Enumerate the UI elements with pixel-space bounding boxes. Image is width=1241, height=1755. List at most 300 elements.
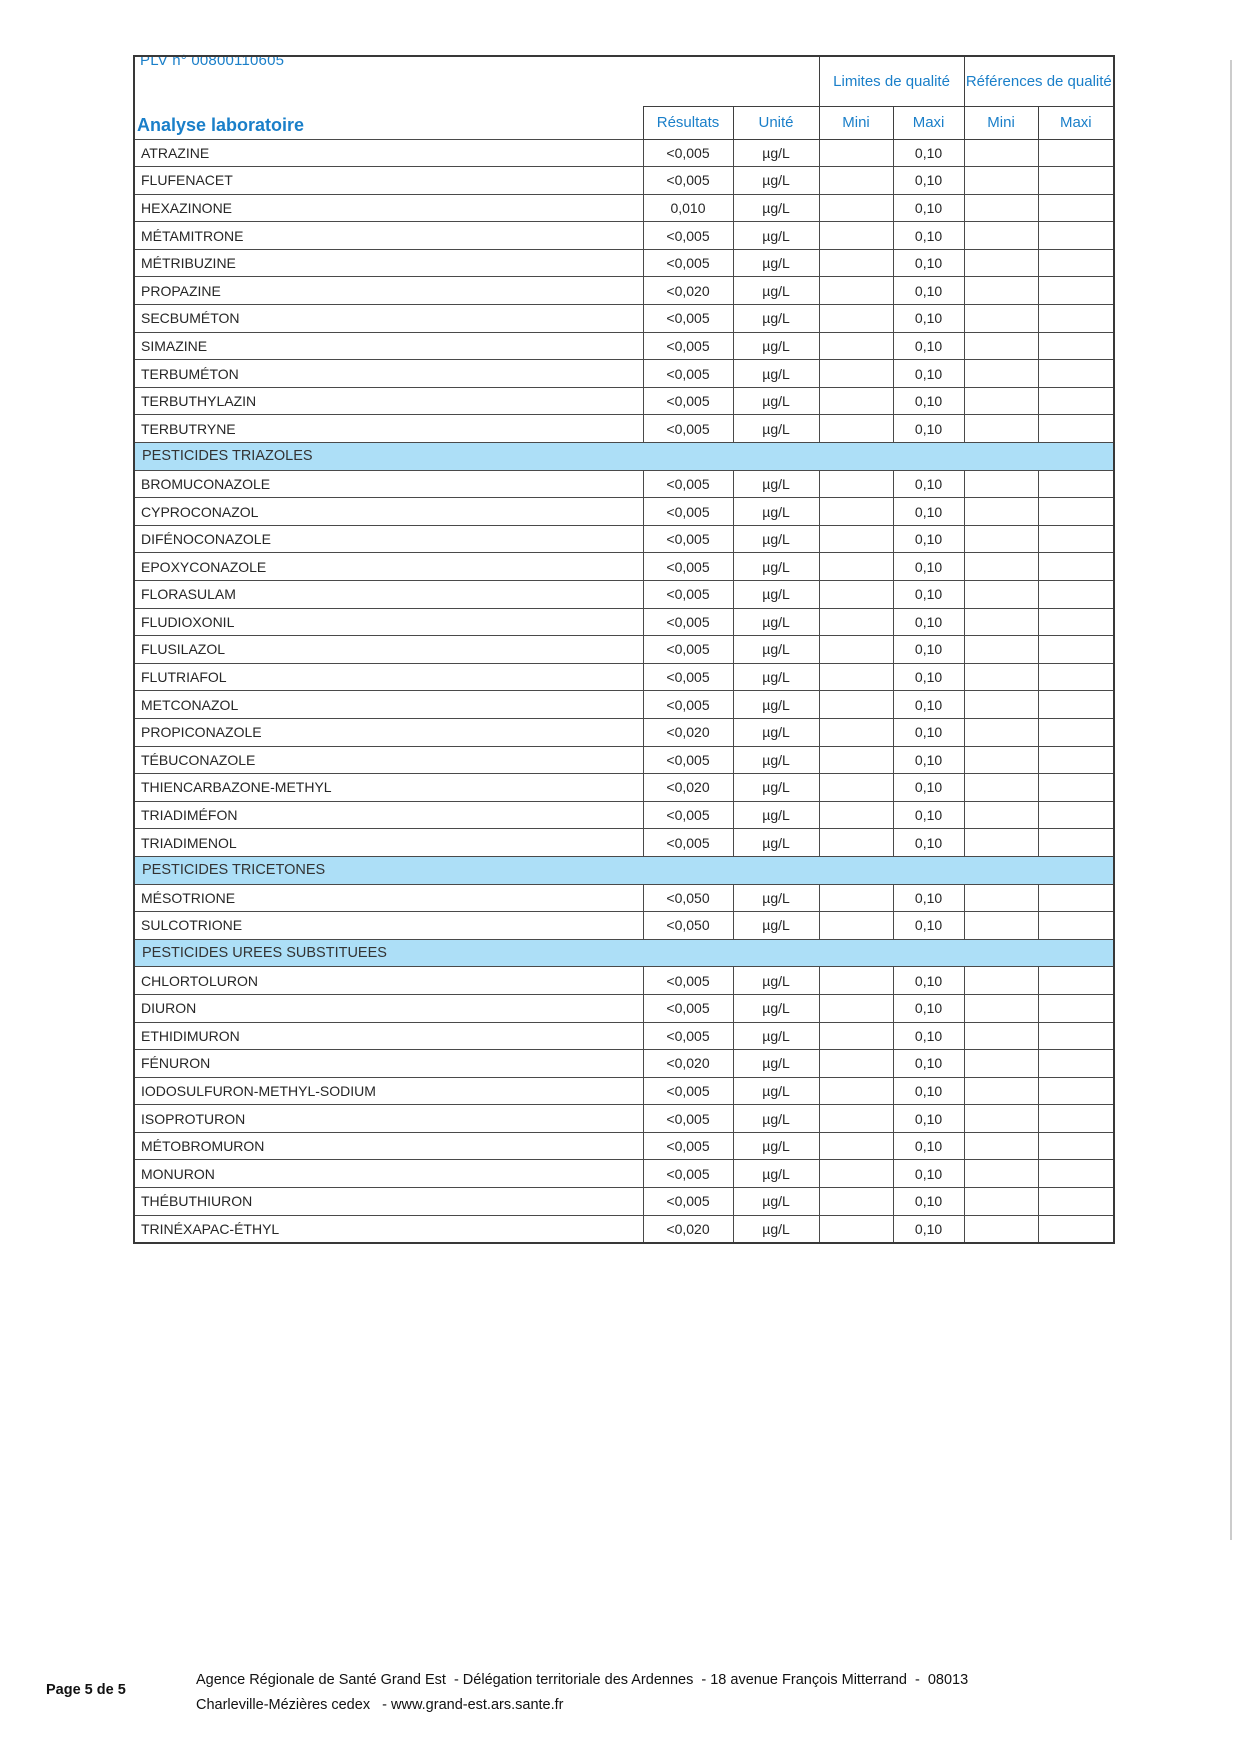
param-name: TÉBUCONAZOLE: [134, 746, 643, 774]
lim-mini-value: [819, 387, 893, 415]
table-row: [134, 194, 1114, 222]
lim-mini-value: [819, 912, 893, 940]
ref-maxi-value: [1038, 912, 1114, 940]
table-row: [134, 829, 1114, 857]
ref-maxi-value: [1038, 167, 1114, 195]
ref-mini-value: [964, 636, 1038, 664]
unite-value: µg/L: [733, 277, 819, 305]
table-row: [134, 222, 1114, 250]
lim-maxi-value: 0,10: [893, 884, 964, 912]
lim-maxi-value: 0,10: [893, 912, 964, 940]
ref-mini-value: [964, 139, 1038, 167]
table-row: [134, 1160, 1114, 1188]
resultat-value: <0,005: [643, 525, 733, 553]
param-name: TERBUTRYNE: [134, 415, 643, 443]
param-name: ETHIDIMURON: [134, 1022, 643, 1050]
table-row: [134, 608, 1114, 636]
unite-value: µg/L: [733, 332, 819, 360]
lim-maxi-value: 0,10: [893, 222, 964, 250]
unite-value: µg/L: [733, 1188, 819, 1216]
ref-mini-value: [964, 553, 1038, 581]
lim-mini-value: [819, 691, 893, 719]
param-name: SECBUMÉTON: [134, 305, 643, 333]
lim-mini-value: [819, 1050, 893, 1078]
ref-mini-value: [964, 525, 1038, 553]
ref-mini-value: [964, 1160, 1038, 1188]
unite-value: µg/L: [733, 912, 819, 940]
table-row: [134, 332, 1114, 360]
ref-maxi-value: [1038, 581, 1114, 609]
lim-mini-value: [819, 1105, 893, 1133]
ref-mini-value: [964, 360, 1038, 388]
ref-mini-value: [964, 194, 1038, 222]
unite-value: µg/L: [733, 691, 819, 719]
lim-mini-value: [819, 636, 893, 664]
lim-maxi-value: 0,10: [893, 1105, 964, 1133]
lim-mini-value: [819, 1077, 893, 1105]
ref-maxi-value: [1038, 360, 1114, 388]
ref-mini-value: [964, 884, 1038, 912]
table-row: [134, 801, 1114, 829]
ref-mini-value: [964, 608, 1038, 636]
param-name: MÉTRIBUZINE: [134, 249, 643, 277]
lim-maxi-value: 0,10: [893, 553, 964, 581]
group-header-limites: Limites de qualité: [819, 56, 964, 107]
ref-mini-value: [964, 691, 1038, 719]
ref-maxi-value: [1038, 1105, 1114, 1133]
footer-website-link: www.grand-est.ars.sante.fr: [391, 1697, 564, 1713]
lim-mini-value: [819, 746, 893, 774]
unite-value: µg/L: [733, 360, 819, 388]
table-row: [134, 746, 1114, 774]
page-number: Page 5 de 5: [46, 1682, 126, 1698]
unite-value: µg/L: [733, 139, 819, 167]
param-name: FLUFENACET: [134, 167, 643, 195]
ref-mini-value: [964, 581, 1038, 609]
table-row: [134, 415, 1114, 443]
resultat-value: <0,005: [643, 222, 733, 250]
unite-value: µg/L: [733, 1077, 819, 1105]
ref-mini-value: [964, 249, 1038, 277]
lim-mini-value: [819, 581, 893, 609]
resultat-value: <0,005: [643, 801, 733, 829]
lim-maxi-value: 0,10: [893, 994, 964, 1022]
param-name: TRINÉXAPAC-ÉTHYL: [134, 1215, 643, 1243]
ref-maxi-value: [1038, 1160, 1114, 1188]
param-name: MÉSOTRIONE: [134, 884, 643, 912]
ref-mini-value: [964, 829, 1038, 857]
footer-city-text: Charleville-Mézières cedex: [196, 1697, 371, 1713]
resultat-value: <0,005: [643, 498, 733, 526]
param-name: FLUTRIAFOL: [134, 663, 643, 691]
ref-maxi-value: [1038, 470, 1114, 498]
table-row: [134, 663, 1114, 691]
param-name: CYPROCONAZOL: [134, 498, 643, 526]
resultat-value: <0,020: [643, 1050, 733, 1078]
table-row: [134, 967, 1114, 995]
lim-maxi-value: 0,10: [893, 305, 964, 333]
column-header-resultats: Résultats: [643, 107, 733, 140]
resultat-value: <0,020: [643, 774, 733, 802]
column-header-ref-mini: Mini: [964, 107, 1038, 140]
resultat-value: <0,005: [643, 581, 733, 609]
table-row: [134, 305, 1114, 333]
ref-mini-value: [964, 967, 1038, 995]
param-name: EPOXYCONAZOLE: [134, 553, 643, 581]
param-name: DIFÉNOCONAZOLE: [134, 525, 643, 553]
unite-value: µg/L: [733, 222, 819, 250]
unite-value: µg/L: [733, 967, 819, 995]
lim-maxi-value: 0,10: [893, 967, 964, 995]
ref-maxi-value: [1038, 194, 1114, 222]
lim-maxi-value: 0,10: [893, 332, 964, 360]
ref-maxi-value: [1038, 774, 1114, 802]
table-row: [134, 636, 1114, 664]
lim-maxi-value: 0,10: [893, 1160, 964, 1188]
resultat-value: <0,005: [643, 415, 733, 443]
unite-value: µg/L: [733, 194, 819, 222]
lim-maxi-value: 0,10: [893, 277, 964, 305]
lim-maxi-value: 0,10: [893, 498, 964, 526]
param-name: CHLORTOLURON: [134, 967, 643, 995]
param-name: FLUSILAZOL: [134, 636, 643, 664]
lim-mini-value: [819, 1215, 893, 1243]
lim-maxi-value: 0,10: [893, 1050, 964, 1078]
resultat-value: <0,005: [643, 139, 733, 167]
lim-mini-value: [819, 1132, 893, 1160]
lim-mini-value: [819, 718, 893, 746]
lim-maxi-value: 0,10: [893, 167, 964, 195]
ref-maxi-value: [1038, 332, 1114, 360]
ref-mini-value: [964, 305, 1038, 333]
resultat-value: 0,010: [643, 194, 733, 222]
resultat-value: <0,005: [643, 470, 733, 498]
lim-maxi-value: 0,10: [893, 525, 964, 553]
param-name: TERBUMÉTON: [134, 360, 643, 388]
table-row: [134, 249, 1114, 277]
lim-mini-value: [819, 525, 893, 553]
ref-mini-value: [964, 994, 1038, 1022]
ref-mini-value: [964, 1105, 1038, 1133]
resultat-value: <0,005: [643, 1105, 733, 1133]
param-name: BROMUCONAZOLE: [134, 470, 643, 498]
ref-maxi-value: [1038, 222, 1114, 250]
param-name: THÉBUTHIURON: [134, 1188, 643, 1216]
footer-agency-text: Agence Régionale de Santé Grand Est - Délégation territoriale des Ardennes - 18 avenue François Mitterrand - 08013: [196, 1672, 969, 1688]
param-name: THIENCARBAZONE-METHYL: [134, 774, 643, 802]
table-row: [134, 581, 1114, 609]
lim-mini-value: [819, 1188, 893, 1216]
table-row: [134, 1022, 1114, 1050]
table-row: [134, 1188, 1114, 1216]
table-row: [134, 167, 1114, 195]
section-label: PESTICIDES UREES SUBSTITUEES: [134, 939, 1114, 967]
lim-mini-value: [819, 249, 893, 277]
lim-mini-value: [819, 801, 893, 829]
lim-mini-value: [819, 994, 893, 1022]
ref-maxi-value: [1038, 608, 1114, 636]
resultat-value: <0,020: [643, 718, 733, 746]
table-row: [134, 1050, 1114, 1078]
table-row: [134, 912, 1114, 940]
unite-value: µg/L: [733, 718, 819, 746]
lim-maxi-value: 0,10: [893, 249, 964, 277]
resultat-value: <0,005: [643, 994, 733, 1022]
lim-mini-value: [819, 139, 893, 167]
ref-mini-value: [964, 663, 1038, 691]
lim-maxi-value: 0,10: [893, 139, 964, 167]
ref-maxi-value: [1038, 1188, 1114, 1216]
param-name: FÉNURON: [134, 1050, 643, 1078]
lim-maxi-value: 0,10: [893, 1077, 964, 1105]
lim-mini-value: [819, 498, 893, 526]
lim-maxi-value: 0,10: [893, 801, 964, 829]
column-header-lim-mini: Mini: [819, 107, 893, 140]
unite-value: µg/L: [733, 470, 819, 498]
lim-mini-value: [819, 553, 893, 581]
ref-maxi-value: [1038, 415, 1114, 443]
page-title: Analyse laboratoire: [137, 114, 305, 135]
param-name: PROPICONAZOLE: [134, 718, 643, 746]
ref-maxi-value: [1038, 884, 1114, 912]
resultat-value: <0,050: [643, 912, 733, 940]
unite-value: µg/L: [733, 994, 819, 1022]
unite-value: µg/L: [733, 1215, 819, 1243]
unite-value: µg/L: [733, 746, 819, 774]
analysis-table-body: [134, 139, 1114, 1243]
ref-maxi-value: [1038, 994, 1114, 1022]
param-name: DIURON: [134, 994, 643, 1022]
lim-maxi-value: 0,10: [893, 1215, 964, 1243]
ref-mini-value: [964, 387, 1038, 415]
ref-maxi-value: [1038, 525, 1114, 553]
table-row: [134, 1132, 1114, 1160]
resultat-value: <0,005: [643, 1022, 733, 1050]
table-row: [134, 139, 1114, 167]
table-row: [134, 994, 1114, 1022]
ref-mini-value: [964, 1188, 1038, 1216]
column-header-unite: Unité: [733, 107, 819, 140]
param-name: PROPAZINE: [134, 277, 643, 305]
unite-value: µg/L: [733, 1132, 819, 1160]
unite-value: µg/L: [733, 167, 819, 195]
param-name: HEXAZINONE: [134, 194, 643, 222]
ref-maxi-value: [1038, 387, 1114, 415]
param-name: METCONAZOL: [134, 691, 643, 719]
lim-maxi-value: 0,10: [893, 746, 964, 774]
unite-value: µg/L: [733, 774, 819, 802]
unite-value: µg/L: [733, 663, 819, 691]
ref-maxi-value: [1038, 663, 1114, 691]
lim-maxi-value: 0,10: [893, 581, 964, 609]
lim-maxi-value: 0,10: [893, 636, 964, 664]
ref-mini-value: [964, 801, 1038, 829]
ref-maxi-value: [1038, 1215, 1114, 1243]
param-name: MÉTOBROMURON: [134, 1132, 643, 1160]
resultat-value: <0,005: [643, 1077, 733, 1105]
column-header-row: [134, 107, 1114, 140]
ref-mini-value: [964, 1132, 1038, 1160]
ref-maxi-value: [1038, 718, 1114, 746]
ref-mini-value: [964, 222, 1038, 250]
resultat-value: <0,005: [643, 249, 733, 277]
unite-value: µg/L: [733, 608, 819, 636]
resultat-value: <0,050: [643, 884, 733, 912]
lim-mini-value: [819, 332, 893, 360]
unite-value: µg/L: [733, 387, 819, 415]
column-header-ref-maxi: Maxi: [1038, 107, 1114, 140]
ref-mini-value: [964, 167, 1038, 195]
unite-value: µg/L: [733, 1022, 819, 1050]
ref-maxi-value: [1038, 305, 1114, 333]
table-row: [134, 774, 1114, 802]
ref-maxi-value: [1038, 636, 1114, 664]
lim-mini-value: [819, 194, 893, 222]
unite-value: µg/L: [733, 581, 819, 609]
lim-mini-value: [819, 967, 893, 995]
group-header-references: Références de qualité: [964, 56, 1114, 107]
resultat-value: <0,005: [643, 1188, 733, 1216]
param-name: TRIADIMENOL: [134, 829, 643, 857]
lim-maxi-value: 0,10: [893, 718, 964, 746]
footer-separator: -: [370, 1697, 392, 1713]
unite-value: µg/L: [733, 636, 819, 664]
table-title-cell: [134, 107, 643, 140]
lim-mini-value: [819, 1022, 893, 1050]
param-name: TERBUTHYLAZIN: [134, 387, 643, 415]
table-row: [134, 387, 1114, 415]
section-label: PESTICIDES TRIAZOLES: [134, 443, 1114, 471]
unite-value: µg/L: [733, 829, 819, 857]
lim-maxi-value: 0,10: [893, 774, 964, 802]
column-header-lim-maxi: Maxi: [893, 107, 964, 140]
lim-maxi-value: 0,10: [893, 360, 964, 388]
lim-mini-value: [819, 222, 893, 250]
lim-maxi-value: 0,10: [893, 608, 964, 636]
param-name: SIMAZINE: [134, 332, 643, 360]
unite-value: µg/L: [733, 1160, 819, 1188]
section-row: [134, 443, 1114, 471]
lim-mini-value: [819, 1160, 893, 1188]
lim-mini-value: [819, 305, 893, 333]
param-name: TRIADIMÉFON: [134, 801, 643, 829]
table-row: [134, 718, 1114, 746]
table-row: [134, 1105, 1114, 1133]
section-row: [134, 939, 1114, 967]
resultat-value: <0,020: [643, 1215, 733, 1243]
table-row: [134, 884, 1114, 912]
analysis-table: [133, 55, 1115, 1244]
ref-maxi-value: [1038, 139, 1114, 167]
param-name: FLUDIOXONIL: [134, 608, 643, 636]
ref-mini-value: [964, 415, 1038, 443]
lim-maxi-value: 0,10: [893, 1132, 964, 1160]
unite-value: µg/L: [733, 801, 819, 829]
lim-maxi-value: 0,10: [893, 470, 964, 498]
ref-mini-value: [964, 277, 1038, 305]
unite-value: µg/L: [733, 415, 819, 443]
table-row: [134, 470, 1114, 498]
table-row: [134, 360, 1114, 388]
table-row: [134, 691, 1114, 719]
unite-value: µg/L: [733, 884, 819, 912]
ref-mini-value: [964, 774, 1038, 802]
param-name: MONURON: [134, 1160, 643, 1188]
resultat-value: <0,005: [643, 691, 733, 719]
lim-mini-value: [819, 167, 893, 195]
ref-maxi-value: [1038, 1050, 1114, 1078]
table-row: [134, 1215, 1114, 1243]
ref-maxi-value: [1038, 746, 1114, 774]
ref-mini-value: [964, 1050, 1038, 1078]
ref-mini-value: [964, 912, 1038, 940]
resultat-value: <0,005: [643, 1160, 733, 1188]
resultat-value: <0,020: [643, 277, 733, 305]
table-row: [134, 498, 1114, 526]
unite-value: µg/L: [733, 498, 819, 526]
lim-mini-value: [819, 415, 893, 443]
ref-mini-value: [964, 498, 1038, 526]
resultat-value: <0,005: [643, 387, 733, 415]
lim-mini-value: [819, 829, 893, 857]
lim-maxi-value: 0,10: [893, 387, 964, 415]
resultat-value: <0,005: [643, 332, 733, 360]
resultat-value: <0,005: [643, 829, 733, 857]
ref-maxi-value: [1038, 691, 1114, 719]
table-row: [134, 525, 1114, 553]
param-name: FLORASULAM: [134, 581, 643, 609]
resultat-value: <0,005: [643, 1132, 733, 1160]
unite-value: µg/L: [733, 1105, 819, 1133]
resultat-value: <0,005: [643, 663, 733, 691]
resultat-value: <0,005: [643, 636, 733, 664]
ref-mini-value: [964, 718, 1038, 746]
unite-value: µg/L: [733, 305, 819, 333]
ref-maxi-value: [1038, 553, 1114, 581]
lim-mini-value: [819, 884, 893, 912]
param-name: ATRAZINE: [134, 139, 643, 167]
ref-mini-value: [964, 1215, 1038, 1243]
ref-maxi-value: [1038, 801, 1114, 829]
section-label: PESTICIDES TRICETONES: [134, 856, 1114, 884]
unite-value: µg/L: [733, 525, 819, 553]
lim-mini-value: [819, 277, 893, 305]
resultat-value: <0,005: [643, 360, 733, 388]
unite-value: µg/L: [733, 249, 819, 277]
unite-value: µg/L: [733, 1050, 819, 1078]
lim-mini-value: [819, 360, 893, 388]
param-name: ISOPROTURON: [134, 1105, 643, 1133]
table-row: [134, 553, 1114, 581]
unite-value: µg/L: [733, 553, 819, 581]
resultat-value: <0,005: [643, 608, 733, 636]
lim-maxi-value: 0,10: [893, 691, 964, 719]
resultat-value: <0,005: [643, 746, 733, 774]
lim-maxi-value: 0,10: [893, 194, 964, 222]
lim-mini-value: [819, 608, 893, 636]
group-header-row: [134, 56, 1114, 107]
table-row: [134, 1077, 1114, 1105]
ref-maxi-value: [1038, 1077, 1114, 1105]
ref-maxi-value: [1038, 498, 1114, 526]
table-row: [134, 277, 1114, 305]
ref-maxi-value: [1038, 249, 1114, 277]
ref-maxi-value: [1038, 1132, 1114, 1160]
param-name: SULCOTRIONE: [134, 912, 643, 940]
ref-mini-value: [964, 332, 1038, 360]
lim-maxi-value: 0,10: [893, 1022, 964, 1050]
resultat-value: <0,005: [643, 967, 733, 995]
